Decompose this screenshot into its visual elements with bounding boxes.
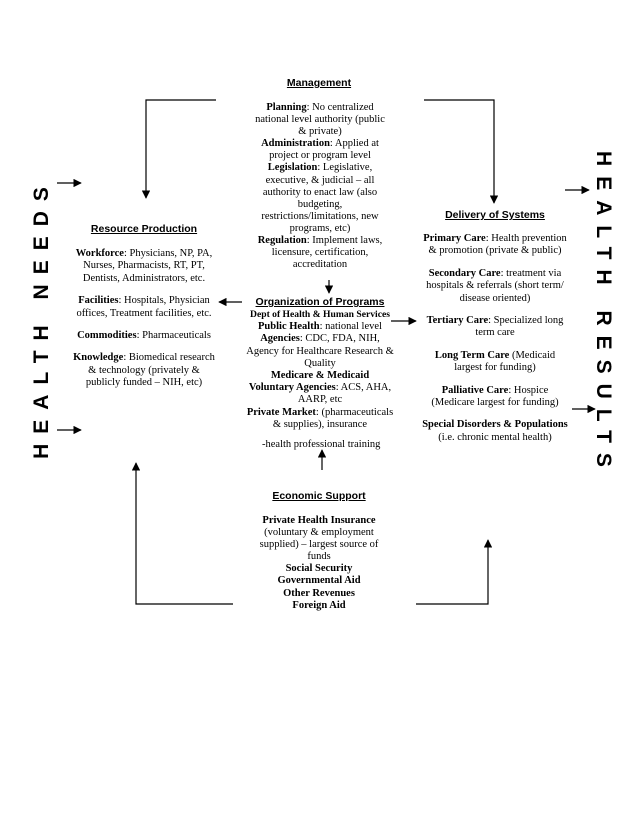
legislation-text: : Legislative, executive, & judicial – all authority to enact law (also budgeting, restrictions/limitations, new programs, etc) <box>261 162 379 234</box>
private-insurance-text: (voluntary & employment supplied) – largest source of funds <box>259 527 379 563</box>
private-insurance-label: Private Health Insurance <box>262 515 376 526</box>
special-disorders-label: Special Disorders & Populations <box>422 419 568 431</box>
organization-title: Organization of Programs <box>255 296 385 308</box>
resource-production-block <box>72 248 216 390</box>
regulation-text: : Implement laws, licensure, certification, accreditation <box>271 235 383 271</box>
long-term-care-text: (Medicaid largest for funding) <box>454 349 556 374</box>
public-health-text: : national level <box>319 321 382 333</box>
facilities-label: Facilities <box>78 295 119 307</box>
training-text: -health professional training <box>262 439 381 450</box>
management-title: Management <box>286 77 352 89</box>
tertiary-care-text: : Specialized long term care <box>475 315 564 339</box>
voluntary-agencies-label: Voluntary Agencies <box>248 382 336 394</box>
private-market-text: : (pharmaceuticals & supplies), insurance <box>272 406 394 430</box>
secondary-care-text: : treatment via hospitals & referrals (short term/ disease oriented) <box>426 267 564 304</box>
health-results-label: HEALTH RESULTS <box>592 151 615 477</box>
foreign-aid: Foreign Aid <box>292 599 346 611</box>
delivery-block <box>421 233 569 444</box>
regulation-label: Regulation <box>257 235 307 247</box>
palliative-care-text: : Hospice (Medicare largest for funding) <box>431 384 559 409</box>
private-market-label: Private Market <box>246 406 316 418</box>
agencies-label: Agencies <box>260 333 300 345</box>
economic-support-title: Economic Support <box>272 490 366 502</box>
special-disorders-text: (i.e. chronic mental health) <box>438 431 552 443</box>
agencies-text: : CDC, FDA, NIH, Agency for Healthcare Research & Quality <box>246 333 394 369</box>
facilities-text: : Hospitals, Physician offices, Treatment facilities, etc. <box>76 295 212 319</box>
planning-text: : No centralized national level authority (public & private) <box>255 102 385 138</box>
organization-block <box>245 309 395 431</box>
planning-label: Planning <box>266 102 307 113</box>
governmental-aid: Governmental Aid <box>277 575 361 587</box>
knowledge-label: Knowledge <box>73 352 124 364</box>
health-needs-label: HEALTH NEEDS <box>30 177 53 459</box>
econ-to-resource-arrow <box>136 463 233 604</box>
long-term-care-label: Long Term Care <box>434 349 510 361</box>
resource-production-title: Resource Production <box>90 223 198 235</box>
mgmt-to-resource-arrow <box>146 100 216 198</box>
workforce-text: : Physicians, NP, PA, Nurses, Pharmacists, RT, PT, Dentists, Administrators, etc. <box>82 248 213 284</box>
tertiary-care-label: Tertiary Care <box>426 315 489 327</box>
workforce-label: Workforce <box>75 248 124 259</box>
primary-care-text: : Health prevention & promotion (private & public) <box>428 233 567 257</box>
econ-to-delivery-arrow <box>416 540 488 604</box>
administration-label: Administration <box>261 138 330 150</box>
voluntary-agencies-text: : ACS, AHA, AARP, etc <box>297 382 392 406</box>
management-block <box>250 102 390 271</box>
commodities-text: : Pharmaceuticals <box>136 330 211 342</box>
secondary-care-label: Secondary Care <box>428 267 501 279</box>
mgmt-to-delivery-arrow <box>424 100 494 203</box>
palliative-care-label: Palliative Care <box>441 384 509 396</box>
primary-care-label: Primary Care <box>423 233 486 244</box>
legislation-label: Legislation <box>267 162 318 174</box>
other-revenues: Other Revenues <box>283 587 355 599</box>
dept-hhs: Dept of Health & Human Services <box>250 309 390 320</box>
medicare-medicaid: Medicare & Medicaid <box>270 370 370 382</box>
economic-support-block <box>252 515 386 612</box>
delivery-title: Delivery of Systems <box>445 209 545 221</box>
social-security: Social Security <box>285 563 353 575</box>
public-health-label: Public Health <box>258 321 320 333</box>
commodities-label: Commodities <box>77 330 137 342</box>
administration-text: : Applied at project or program level <box>269 138 379 162</box>
knowledge-text: : Biomedical research & technology (privately & publicly funded – NIH, etc) <box>85 352 215 389</box>
